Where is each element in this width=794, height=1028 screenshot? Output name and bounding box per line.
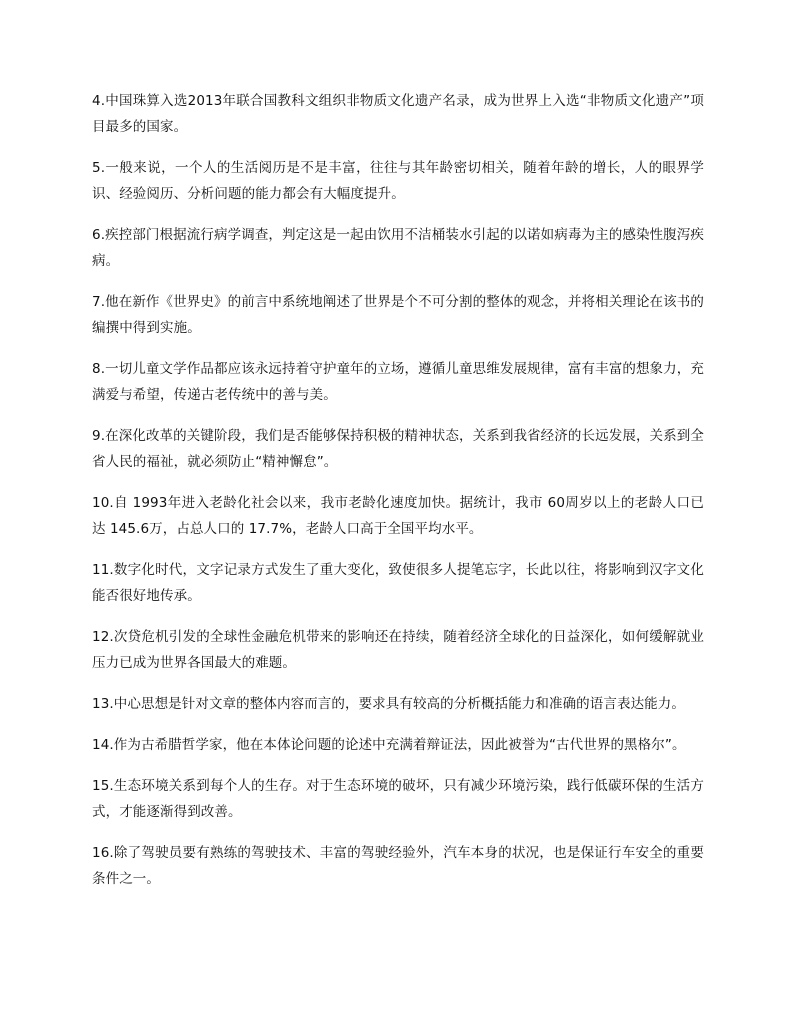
sentence-item-11: 11.数字化时代，文字记录方式发生了重大变化，致使很多人提笔忘字，长此以往，将影响到汉字文化能否很好地传承。 xyxy=(92,562,704,604)
sentence-item-6: 6.疾控部门根据流行病学调查，判定这是一起由饮用不洁桶装水引起的以诺如病毒为主的感染性腹泻疾病。 xyxy=(92,227,704,269)
sentence-item-4: 4.中国珠算入选2013年联合国教科文组织非物质文化遗产名录，成为世界上入选“非物质文化遗产”项目最多的国家。 xyxy=(92,93,704,135)
sentence-item-15: 15.生态环境关系到每个人的生存。对于生态环境的破坏，只有减少环境污染，践行低碳环保的生活方式，才能逐渐得到改善。 xyxy=(92,778,704,820)
sentence-list xyxy=(92,88,704,907)
sentence-item-7: 7.他在新作《世界史》的前言中系统地阐述了世界是个不可分割的整体的观念，并将相关理论在该书的编撰中得到实施。 xyxy=(92,294,704,336)
sentence-item-5: 5.一般来说，一个人的生活阅历是不是丰富，往往与其年龄密切相关，随着年龄的增长，人的眼界学识、经验阅历、分析问题的能力都会有大幅度提升。 xyxy=(92,160,704,202)
sentence-item-16: 16.除了驾驶员要有熟练的驾驶技术、丰富的驾驶经验外，汽车本身的状况，也是保证行车安全的重要条件之一。 xyxy=(92,845,704,887)
sentence-item-12: 12.次贷危机引发的全球性金融危机带来的影响还在持续，随着经济全球化的日益深化，如何缓解就业压力已成为世界各国最大的难题。 xyxy=(92,629,704,671)
sentence-item-9: 9.在深化改革的关键阶段，我们是否能够保持积极的精神状态，关系到我省经济的长远发展，关系到全省人民的福祉，就必须防止“精神懈怠”。 xyxy=(92,428,704,470)
sentence-item-14: 14.作为古希腊哲学家，他在本体论问题的论述中充满着辩证法，因此被誉为“古代世界的黑格尔”。 xyxy=(92,737,686,753)
sentence-item-8: 8.一切儿童文学作品都应该永远持着守护童年的立场，遵循儿童思维发展规律，富有丰富的想象力，充满爱与希望，传递古老传统中的善与美。 xyxy=(92,361,704,403)
sentence-item-10: 10.自 1993年进入老龄化社会以来，我市老龄化速度加快。据统计，我市 60周岁以上的老龄人口已达 145.6万，占总人口的 17.7%，老龄人口高于全国平均水平。 xyxy=(92,495,704,537)
sentence-item-13: 13.中心思想是针对文章的整体内容而言的，要求具有较高的分析概括能力和准确的语言表达能力。 xyxy=(92,696,685,712)
